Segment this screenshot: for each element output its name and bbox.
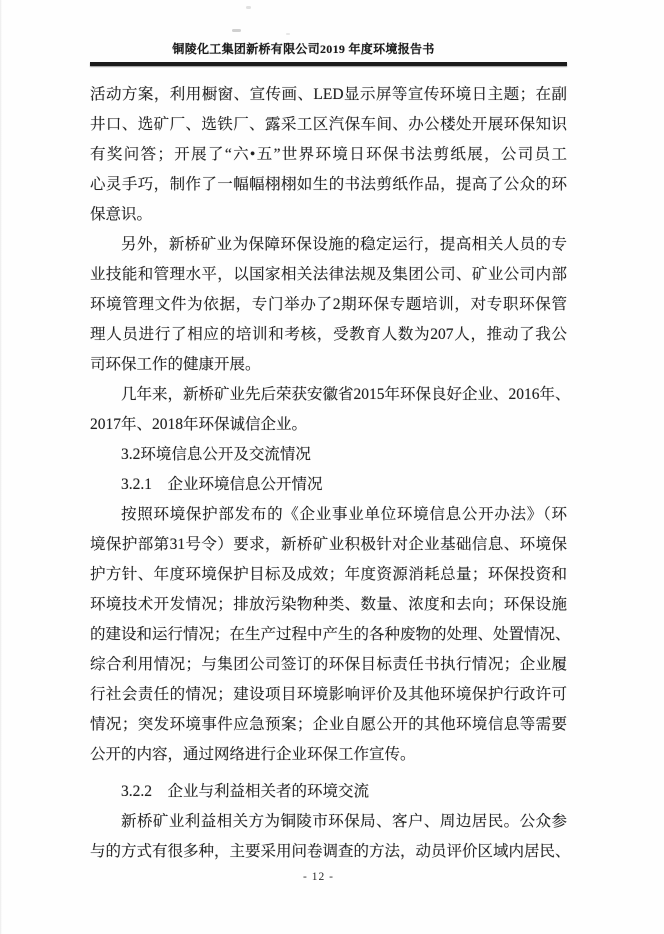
section-heading: 3.2.2 企业与利益相关者的环境交流: [121, 783, 370, 800]
scan-speck: [286, 33, 290, 35]
text-line: 行社会责任的情况；建设项目环境影响评价及其他环境保护行政许可: [90, 686, 567, 703]
text-line: 情况；突发环境事件应急预案；企业自愿公开的其他环境信息等需要: [90, 716, 567, 733]
text-line: 司环保工作的健康开展。: [90, 356, 261, 373]
scan-speck: [246, 6, 251, 9]
text-line: 新桥矿业利益相关方为铜陵市环保局、客户、周边居民。公众参: [121, 813, 567, 830]
text-line: 综合利用情况；与集团公司签订的环保目标责任书执行情况；企业履: [90, 656, 567, 673]
text-line: 按照环境保护部发布的《企业事业单位环境信息公开办法》（环: [121, 506, 567, 523]
text-line: 公开的内容，通过网络进行企业环保工作宣传。: [90, 746, 416, 763]
text-line: 心灵手巧，制作了一幅幅栩栩如生的书法剪纸作品，提高了公众的环: [90, 176, 567, 193]
text-line: 与的方式有很多种，主要采用问卷调查的方法，动员评价区域内居民、: [90, 843, 571, 860]
page-number: - 12 -: [303, 871, 334, 883]
report-header-title: 铜陵化工集团新桥有限公司2019 年度环境报告书: [172, 42, 435, 56]
header-rule: [90, 62, 567, 66]
text-line: 环境管理文件为依据，专门举办了2期环保专题培训，对专职环保管: [90, 296, 567, 313]
text-line: 有奖问答；开展了“六•五”世界环境日环保书法剪纸展，公司员工: [90, 146, 567, 163]
text-line: 理人员进行了相应的培训和考核，受教育人数为207人，推动了我公: [90, 326, 567, 343]
text-line: 业技能和管理水平，以国家相关法律法规及集团公司、矿业公司内部: [90, 266, 567, 283]
section-heading: 3.2.1 企业环境信息公开情况: [121, 476, 323, 493]
document-body: [90, 80, 571, 867]
text-line: 境保护部第31号令）要求，新桥矿业积极针对企业基础信息、环境保: [90, 536, 567, 553]
text-line: 井口、选矿厂、选铁厂、露采工区汽保车间、办公楼处开展环保知识: [90, 116, 567, 133]
text-line: 几年来，新桥矿业先后荣获安徽省2015年环保良好企业、2016年、: [121, 386, 571, 403]
scan-edge-shade: [0, 0, 2, 934]
scan-speck: [232, 29, 241, 32]
text-line: 2017年、2018年环保诚信企业。: [90, 416, 308, 433]
text-line: 保意识。: [90, 206, 153, 223]
text-line: 环境技术开发情况；排放污染物种类、数量、浓度和去向；环保设施: [90, 596, 567, 613]
section-heading: 3.2环境信息公开及交流情况: [121, 446, 311, 463]
text-line: 活动方案，利用橱窗、宣传画、LED显示屏等宣传环境日主题；在副: [90, 86, 567, 103]
text-line: 的建设和运行情况；在生产过程中产生的各种废物的处理、处置情况、: [90, 626, 571, 643]
text-line: 护方针、年度环境保护目标及成效；年度资源消耗总量；环保投资和: [90, 566, 567, 583]
text-line: 另外，新桥矿业为保障环保设施的稳定运行，提高相关人员的专: [121, 236, 567, 253]
